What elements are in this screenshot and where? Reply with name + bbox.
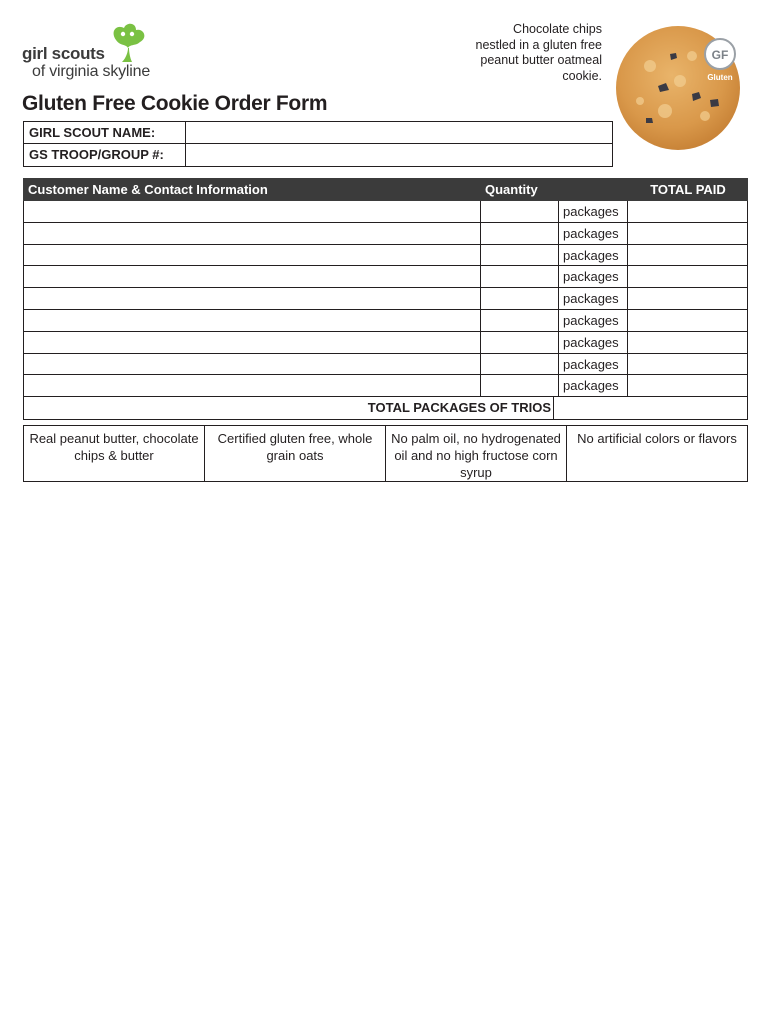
- customer-field[interactable]: [24, 375, 481, 396]
- packages-label: packages: [563, 291, 619, 307]
- quantity-field[interactable]: [481, 375, 559, 396]
- packages-label: packages: [563, 247, 619, 263]
- customer-field[interactable]: [24, 223, 481, 244]
- scout-name-field[interactable]: [186, 122, 612, 143]
- table-row: [24, 354, 747, 376]
- gf-badge-caption: Gluten: [707, 73, 733, 82]
- feature-cell: Real peanut butter, chocolate chips & butter: [24, 426, 205, 481]
- packages-label: packages: [563, 204, 619, 219]
- quantity-cell: [481, 266, 628, 287]
- gf-badge-text: GF: [711, 48, 729, 62]
- table-row: [24, 223, 747, 245]
- scout-name-row: [24, 122, 612, 144]
- quantity-cell: [481, 354, 628, 375]
- quantity-field[interactable]: [481, 245, 559, 266]
- packages-label: packages: [563, 312, 619, 328]
- table-row: [24, 266, 747, 288]
- paid-field[interactable]: [628, 375, 747, 396]
- quantity-field[interactable]: [481, 332, 559, 353]
- packages-label: packages: [563, 269, 619, 285]
- customer-field[interactable]: [24, 201, 481, 222]
- cookie-features: [23, 425, 748, 482]
- total-packages-label: TOTAL PACKAGES OF TRIOS: [24, 397, 554, 419]
- quantity-cell: [481, 375, 628, 396]
- trefoil-icon: [110, 22, 146, 62]
- packages-label: packages: [563, 225, 619, 241]
- quantity-field[interactable]: [481, 201, 559, 222]
- header-customer: Customer Name & Contact Information: [28, 182, 268, 197]
- scout-name-label: GIRL SCOUT NAME:: [24, 122, 186, 143]
- paid-field[interactable]: [628, 266, 747, 287]
- quantity-cell: [481, 245, 628, 266]
- troop-row: [24, 144, 612, 166]
- paid-field[interactable]: [628, 201, 747, 222]
- customer-field[interactable]: [24, 288, 481, 309]
- quantity-cell: [481, 310, 628, 331]
- table-row: [24, 375, 747, 397]
- quantity-cell: [481, 201, 628, 222]
- customer-field[interactable]: [24, 245, 481, 266]
- paid-field[interactable]: [628, 332, 747, 353]
- troop-field[interactable]: [186, 144, 612, 166]
- packages-label: packages: [563, 356, 619, 372]
- total-packages-field[interactable]: [554, 397, 747, 419]
- paid-field[interactable]: [628, 223, 747, 244]
- paid-field[interactable]: [628, 288, 747, 309]
- girl-scouts-logo: [22, 22, 182, 82]
- cookie-image: [610, 16, 750, 156]
- order-table-body: [23, 201, 748, 420]
- header-quantity: Quantity: [485, 182, 538, 197]
- cookie-description: Chocolate chips nestled in a gluten free peanut butter oatmeal cookie.: [475, 22, 602, 83]
- feature-cell: No artificial colors or flavors: [577, 431, 737, 446]
- customer-field[interactable]: [24, 266, 481, 287]
- form-title: Gluten Free Cookie Order Form: [22, 92, 328, 115]
- table-row: [24, 245, 747, 267]
- paid-field[interactable]: [628, 354, 747, 375]
- order-table-header: [23, 178, 748, 201]
- feature-cell: No palm oil, no hydrogenated oil and no high fructose corn syrup: [386, 426, 567, 481]
- header-total-paid: TOTAL PAID: [650, 182, 726, 197]
- quantity-field[interactable]: [481, 223, 559, 244]
- customer-field[interactable]: [24, 310, 481, 331]
- customer-field[interactable]: [24, 354, 481, 375]
- packages-label: packages: [563, 378, 619, 394]
- table-row: [24, 288, 747, 310]
- paid-field[interactable]: [628, 310, 747, 331]
- table-row: [24, 310, 747, 332]
- scout-info-table: [23, 121, 613, 167]
- troop-label: GS TROOP/GROUP #:: [24, 144, 186, 166]
- logo-text-primary: girl scouts: [22, 44, 105, 63]
- table-row: [24, 332, 747, 354]
- paid-field[interactable]: [628, 245, 747, 266]
- order-table: [23, 178, 748, 420]
- table-row: [24, 201, 747, 223]
- packages-label: packages: [563, 334, 619, 350]
- logo-text-secondary: of virginia skyline: [32, 63, 151, 80]
- quantity-field[interactable]: [481, 354, 559, 375]
- feature-cell: Certified gluten free, whole grain oats: [205, 426, 386, 481]
- quantity-cell: [481, 223, 628, 244]
- quantity-field[interactable]: [481, 288, 559, 309]
- quantity-field[interactable]: [481, 266, 559, 287]
- quantity-cell: [481, 288, 628, 309]
- total-row: [24, 397, 747, 419]
- quantity-cell: [481, 332, 628, 353]
- customer-field[interactable]: [24, 332, 481, 353]
- quantity-field[interactable]: [481, 310, 559, 331]
